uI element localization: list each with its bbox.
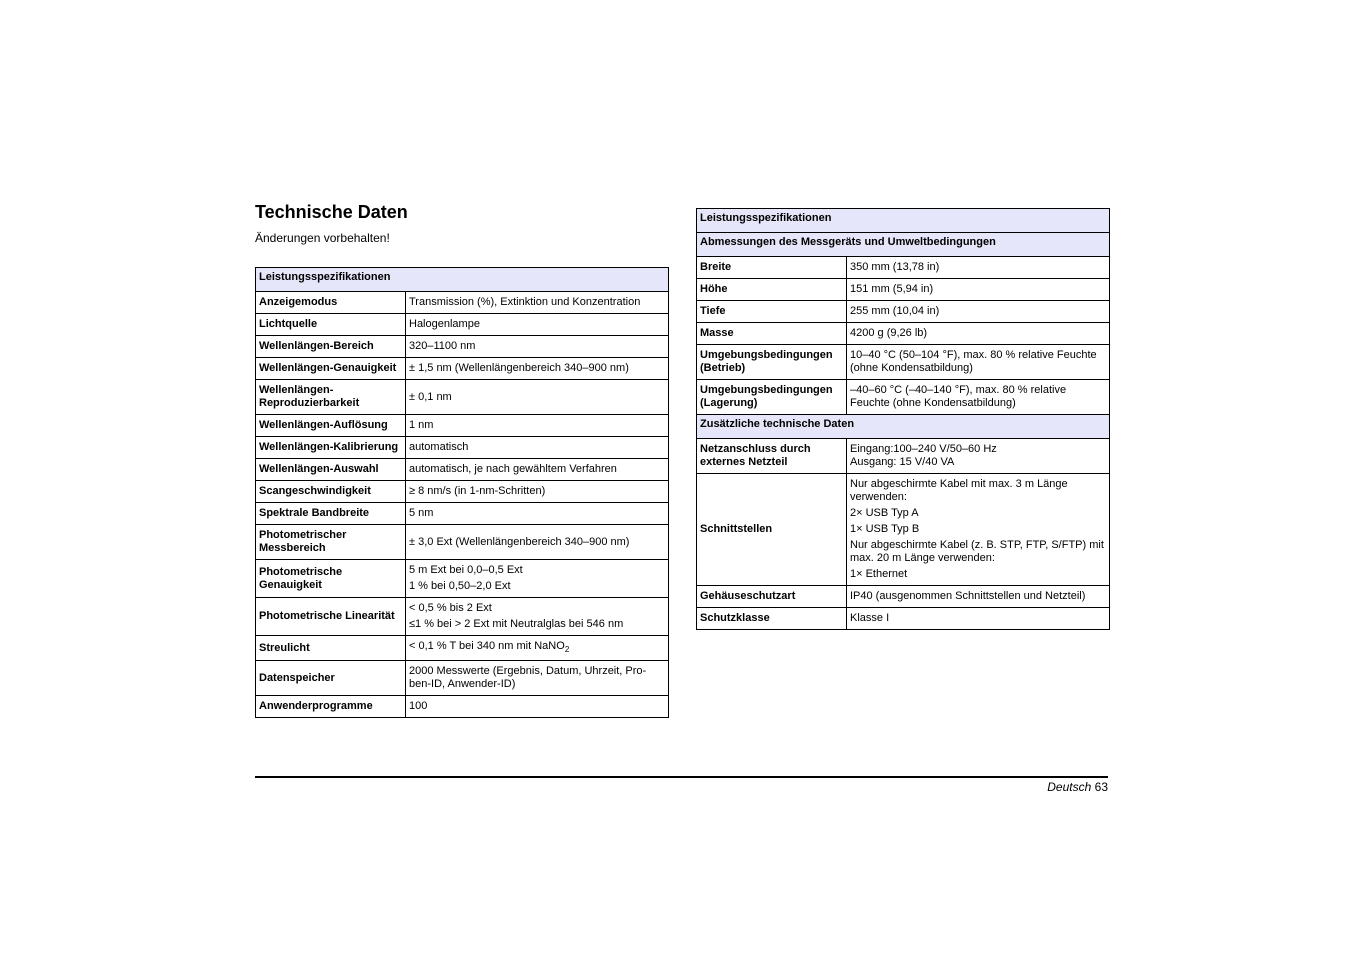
spec-value-line — [409, 640, 665, 656]
spec-label: Masse — [697, 323, 847, 345]
spec-value — [406, 415, 669, 437]
spec-value-line — [409, 618, 665, 631]
spec-value-text: Ausgang: 15 V/40 VA — [850, 456, 955, 468]
table-row — [256, 314, 669, 336]
table-row — [697, 439, 1110, 474]
spec-value-line — [850, 456, 1106, 469]
spec-value-text: automatisch, je nach gewähltem Verfahren — [409, 463, 617, 475]
spec-value — [847, 257, 1110, 279]
table-row — [256, 560, 669, 598]
table-row — [256, 525, 669, 560]
spec-label: Scangeschwindigkeit — [256, 481, 406, 503]
spec-value-text: Nur abgeschirmte Kabel (z. B. STP, FTP, S/FTP) mit max. 20 m Länge verwenden: — [850, 539, 1104, 564]
spec-label: Umgebungsbedingungen (Lagerung) — [697, 380, 847, 415]
table-row — [256, 696, 669, 718]
spec-label: Wellenlängen-Auswahl — [256, 459, 406, 481]
spec-label: Wellenlängen-Bereich — [256, 336, 406, 358]
table-row — [256, 503, 669, 525]
page-number: 63 — [1094, 780, 1108, 794]
spec-value-text: 2× USB Typ A — [850, 507, 919, 519]
spec-value-line — [850, 305, 1106, 318]
table-header: Leistungsspezifikationen — [697, 209, 1110, 233]
spec-value-line — [850, 443, 1106, 456]
spec-value-line — [850, 612, 1106, 625]
spec-value-line — [409, 340, 665, 353]
spec-value-line — [409, 296, 665, 309]
spec-value-line — [850, 523, 1106, 536]
spec-value-line — [409, 700, 665, 713]
section-header-row — [697, 415, 1110, 439]
spec-value — [847, 301, 1110, 323]
spec-value — [406, 358, 669, 380]
footer-language: Deutsch — [1047, 780, 1092, 794]
spec-label: Wellenlängen-Kalibrierung — [256, 437, 406, 459]
spec-value-text: 1 % bei 0,50–2,0 Ext — [409, 580, 511, 592]
subscript-text: 2 — [564, 645, 570, 655]
spec-label: Photometrische Genauigkeit — [256, 560, 406, 598]
spec-value — [406, 503, 669, 525]
spec-value-text: 255 mm (10,04 in) — [850, 305, 940, 317]
spec-value — [406, 292, 669, 314]
spec-label: Photometrischer Messbereich — [256, 525, 406, 560]
spec-value — [406, 336, 669, 358]
spec-value — [847, 608, 1110, 630]
table-header-row — [697, 209, 1110, 233]
left-spec-table — [255, 267, 669, 718]
spec-value-text: 1 nm — [409, 419, 434, 431]
footer-rule — [255, 776, 1108, 778]
spec-value — [847, 345, 1110, 380]
table-row — [256, 358, 669, 380]
section-header-row — [697, 233, 1110, 257]
spec-value-text: Eingang:100–240 V/50–60 Hz — [850, 443, 997, 455]
table-row — [256, 292, 669, 314]
spec-label: Wellenlängen-Reproduzierbarkeit — [256, 380, 406, 415]
spec-value — [406, 314, 669, 336]
spec-label: Anzeigemodus — [256, 292, 406, 314]
spec-value-text: automatisch — [409, 441, 469, 453]
spec-value-text: 10–40 °C (50–104 °F), max. 80 % relative Feuchte (ohne Kondensatbildung) — [850, 349, 1097, 374]
spec-value-line — [409, 419, 665, 432]
section-header: Abmessungen des Messgeräts und Umweltbedingungen — [697, 233, 1110, 257]
spec-label: Gehäuseschutzart — [697, 586, 847, 608]
spec-value-text: < 0,1 % T bei 340 nm mit NaNO — [409, 640, 565, 652]
table-row — [697, 474, 1110, 586]
spec-value-line — [850, 349, 1106, 375]
spec-label: Datenspeicher — [256, 661, 406, 696]
spec-value-text: Halogenlampe — [409, 318, 480, 330]
spec-label: Wellenlängen-Auflösung — [256, 415, 406, 437]
spec-value — [406, 437, 669, 459]
spec-label: Streulicht — [256, 636, 406, 661]
spec-label: Höhe — [697, 279, 847, 301]
spec-value-line — [850, 539, 1106, 565]
spec-value-line — [850, 261, 1106, 274]
spec-value — [406, 598, 669, 636]
right-spec-table — [696, 208, 1110, 630]
spec-label: Umgebungsbedingungen (Betrieb) — [697, 345, 847, 380]
spec-value — [406, 636, 669, 661]
spec-value — [847, 586, 1110, 608]
spec-value-line — [409, 580, 665, 593]
table-row — [256, 598, 669, 636]
spec-label: Wellenlängen-Genauigkeit — [256, 358, 406, 380]
table-row — [697, 301, 1110, 323]
spec-label: Schnittstellen — [697, 474, 847, 586]
spec-label: Tiefe — [697, 301, 847, 323]
spec-value-text: IP40 (ausgenommen Schnittstellen und Netzteil) — [850, 590, 1086, 602]
spec-value-text: –40–60 °C (–40–140 °F), max. 80 % relative Feuchte (ohne Kondensatbildung) — [850, 384, 1067, 409]
spec-value-line — [409, 564, 665, 577]
spec-value-line — [409, 441, 665, 454]
spec-value-text: ± 0,1 nm — [409, 390, 452, 403]
section-header: Zusätzliche technische Daten — [697, 415, 1110, 439]
table-row — [697, 345, 1110, 380]
spec-value — [406, 481, 669, 503]
spec-value-line — [409, 602, 665, 615]
table-header-row — [256, 268, 669, 292]
spec-value-line — [850, 384, 1106, 410]
spec-value-text: 1× USB Typ B — [850, 523, 920, 535]
spec-value — [847, 323, 1110, 345]
table-row — [256, 481, 669, 503]
table-row — [256, 661, 669, 696]
page-footer — [1047, 780, 1108, 794]
table-row — [256, 459, 669, 481]
spec-value-line — [409, 391, 665, 404]
spec-value-line — [850, 568, 1106, 581]
spec-value — [406, 560, 669, 598]
spec-value-text: Nur abgeschirmte Kabel mit max. 3 m Länge verwenden: — [850, 478, 1068, 503]
spec-value-text: Transmission (%), Extinktion und Konzentration — [409, 296, 641, 308]
spec-value-line — [409, 507, 665, 520]
spec-value-text: 320–1100 nm — [409, 340, 476, 352]
spec-value-line — [850, 507, 1106, 520]
spec-value — [847, 439, 1110, 474]
spec-value-line — [409, 485, 665, 498]
table-row — [697, 257, 1110, 279]
page-title: Technische Daten — [255, 202, 408, 222]
spec-value — [406, 661, 669, 696]
page-subtitle: Änderungen vorbehalten! — [255, 231, 390, 245]
spec-value — [847, 279, 1110, 301]
table-row — [256, 380, 669, 415]
spec-value — [406, 380, 669, 415]
table-row — [697, 380, 1110, 415]
spec-label: Photometrische Linearität — [256, 598, 406, 636]
spec-value-text: 1× Ethernet — [850, 568, 908, 580]
spec-value-line — [850, 283, 1106, 296]
spec-value-text: Klasse I — [850, 612, 890, 624]
spec-value-text: 5 m Ext bei 0,0–0,5 Ext — [409, 564, 523, 576]
spec-value-line — [409, 318, 665, 331]
spec-value-line — [850, 590, 1106, 603]
spec-value-line — [409, 665, 665, 691]
spec-value — [847, 380, 1110, 415]
spec-value-line — [850, 478, 1106, 504]
spec-label: Breite — [697, 257, 847, 279]
spec-value-line — [409, 362, 665, 375]
table-row — [256, 336, 669, 358]
table-row — [256, 437, 669, 459]
spec-value-text: < 0,5 % bis 2 Ext — [409, 602, 492, 614]
table-row — [697, 323, 1110, 345]
spec-value — [406, 696, 669, 718]
spec-value-text: 350 mm (13,78 in) — [850, 261, 940, 273]
spec-value-line — [409, 463, 665, 476]
spec-value-line — [409, 536, 665, 549]
spec-value-text: 4200 g (9,26 lb) — [850, 327, 928, 339]
table-row — [697, 608, 1110, 630]
spec-value-line — [850, 327, 1106, 340]
spec-value — [406, 525, 669, 560]
spec-value-text: ± 1,5 nm (Wellenlängenbereich 340–900 nm) — [409, 362, 629, 374]
table-row — [256, 636, 669, 661]
table-row — [256, 415, 669, 437]
spec-value — [406, 459, 669, 481]
table-row — [697, 279, 1110, 301]
spec-value-text: 100 — [409, 700, 428, 713]
spec-value-text: ± 3,0 Ext (Wellenlängenbereich 340–900 nm) — [409, 535, 630, 548]
spec-value-text: ≥ 8 nm/s (in 1-nm-Schritten) — [409, 485, 546, 497]
table-row — [697, 586, 1110, 608]
table-header: Leistungsspezifikationen — [256, 268, 669, 292]
spec-value-text: 5 nm — [409, 507, 434, 519]
spec-value-text: ≤1 % bei > 2 Ext mit Neutralglas bei 546 nm — [409, 618, 624, 630]
spec-label: Schutzklasse — [697, 608, 847, 630]
spec-value-text: 151 mm (5,94 in) — [850, 283, 934, 295]
spec-label: Lichtquelle — [256, 314, 406, 336]
spec-label: Anwenderprogramme — [256, 696, 406, 718]
spec-value-text: 2000 Messwerte (Ergebnis, Datum, Uhrzeit, Pro-ben-ID, Anwender-ID) — [409, 665, 647, 691]
spec-label: Spektrale Bandbreite — [256, 503, 406, 525]
spec-value — [847, 474, 1110, 586]
spec-label: Netzanschluss durch externes Netzteil — [697, 439, 847, 474]
